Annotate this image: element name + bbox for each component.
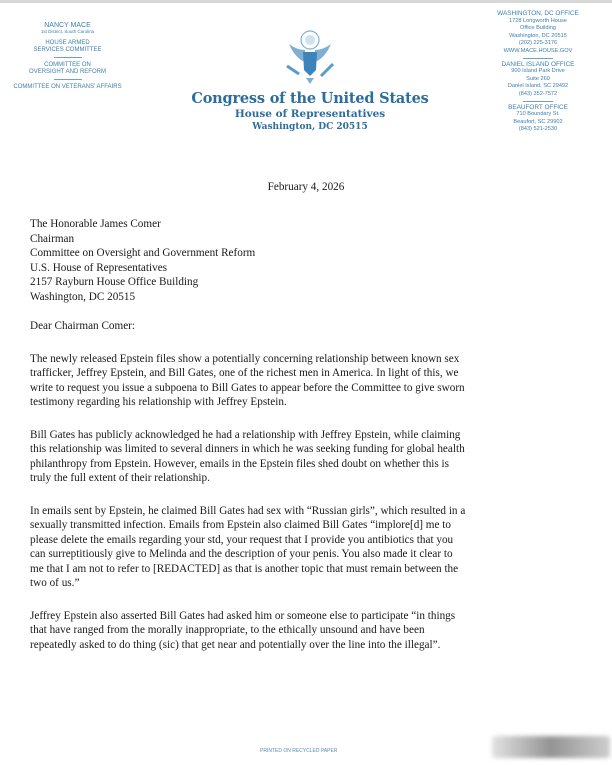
text-line: can surreptitiously give to Melinda and the description of your penis. You also made it clear to (30, 548, 453, 560)
office-name: WASHINGTON, DC OFFICE (497, 10, 579, 17)
office-phone: (202) 225-3176 (518, 40, 558, 47)
member-district: 1st District, South Carolina (40, 29, 95, 34)
text-line: me that I am not to refer to [REDACTED] as that is another topic that must remain between the (30, 562, 459, 575)
recycled-paper-footer: PRINTED ON RECYCLED PAPER (260, 748, 338, 754)
divider (54, 79, 82, 80)
office-washington (468, 10, 608, 56)
eagle-seal-icon (281, 28, 339, 86)
text-line: repeatedly asked to do thing (sic) that get near and potentially over the line into the illegal”. (30, 638, 441, 651)
text-line: testimony regarding his relationship with Jeffrey Epstein. (30, 396, 287, 408)
paragraph (30, 504, 600, 591)
address-line: Committee on Oversight and Government Reform (30, 247, 256, 259)
office-addresses (468, 10, 608, 134)
text-line: The newly released Epstein files show a potentially concerning relationship between known sex (30, 352, 460, 365)
divider (54, 57, 82, 58)
address-line: Chairman (30, 232, 75, 245)
text-line: please delete the emails regarding your std, your request that I provide you antibiotics that you (30, 533, 454, 546)
office-line: 1728 Longworth House (509, 17, 567, 24)
letterhead-center (180, 28, 440, 132)
letterhead-title: Congress of the United States (191, 90, 429, 107)
office-line: Washington, DC 20515 (509, 32, 567, 39)
website-link[interactable]: WWW.MACE.HOUSE.GOV (503, 47, 573, 54)
text-line: that have ranged from the morally inappropriate, to the ethically unsound and have been (30, 624, 425, 636)
office-phone: (843) 521-2530 (518, 126, 558, 133)
text-line: two of us.” (30, 577, 80, 589)
text-line: Jeffrey Epstein also asserted Bill Gates had asked him or someone else to participate “in things (30, 609, 456, 622)
member-name: NANCY MACE (44, 22, 91, 29)
office-line: Beaufort, SC 29902 (513, 118, 563, 125)
office-line: Suite 260 (526, 75, 550, 82)
text-line: trafficker, Jeffrey Epstein, and Bill Gates, one of the richest men in America. In light of this, we (30, 367, 459, 379)
divider (523, 58, 553, 59)
office-line: Office Building (520, 25, 556, 32)
member-info (0, 22, 135, 91)
letter-date: February 4, 2026 (267, 181, 345, 193)
office-daniel-island (468, 61, 608, 99)
letter-body (30, 217, 600, 652)
committee: HOUSE ARMED SERVICES COMMITTEE (33, 40, 102, 53)
text-line: philanthropy from Epstein. However, emails in the Epstein files shed doubt on whether this is (30, 457, 450, 470)
office-line: 900 Island Park Drive (511, 68, 565, 75)
address-line: Washington, DC 20515 (30, 290, 136, 303)
paragraph (30, 352, 600, 410)
office-name: BEAUFORT OFFICE (508, 103, 568, 111)
committee: COMMITTEE ON OVERSIGHT AND REFORM (29, 62, 106, 75)
paragraph (30, 428, 600, 486)
top-border (0, 0, 612, 3)
letterhead-subtitle: House of Representatives (234, 108, 386, 120)
text-line: sexually transmitted infection. Emails from Epstein also claimed Bill Gates “implore[d] me to (30, 519, 451, 531)
office-line: 710 Boundary St. (516, 111, 560, 118)
divider (523, 101, 553, 102)
address-line: 2157 Rayburn House Office Building (30, 276, 199, 288)
office-phone: (843) 352-7572 (518, 90, 558, 97)
office-line: Daniel Island, SC 29492 (507, 83, 569, 90)
salutation: Dear Chairman Comer: (30, 320, 136, 332)
text-line: write to request you issue a subpoena to Bill Gates to appear before the Committee to give sworn (30, 381, 465, 394)
office-beaufort (468, 104, 608, 134)
address-line: U.S. House of Representatives (30, 261, 168, 274)
recipient-address (30, 217, 600, 304)
address-line: The Honorable James Comer (30, 218, 161, 230)
committee: COMMITTEE ON VETERANS' AFFAIRS (13, 84, 122, 90)
text-line: truly the full extent of their relationship. (30, 472, 210, 484)
text-line: this relationship was limited to several dinners in which he was seeking funding for global health (30, 443, 465, 455)
letterhead-city: Washington, DC 20515 (252, 122, 368, 132)
watermark (492, 736, 610, 758)
text-line: Bill Gates has publicly acknowledged he had a relationship with Jeffrey Epstein, while claiming (30, 428, 461, 441)
paragraph (30, 609, 600, 653)
text-line: In emails sent by Epstein, he claimed Bill Gates had sex with “Russian girls”, which resulted in a (30, 504, 466, 517)
office-name: DANIEL ISLAND OFFICE (501, 60, 575, 68)
